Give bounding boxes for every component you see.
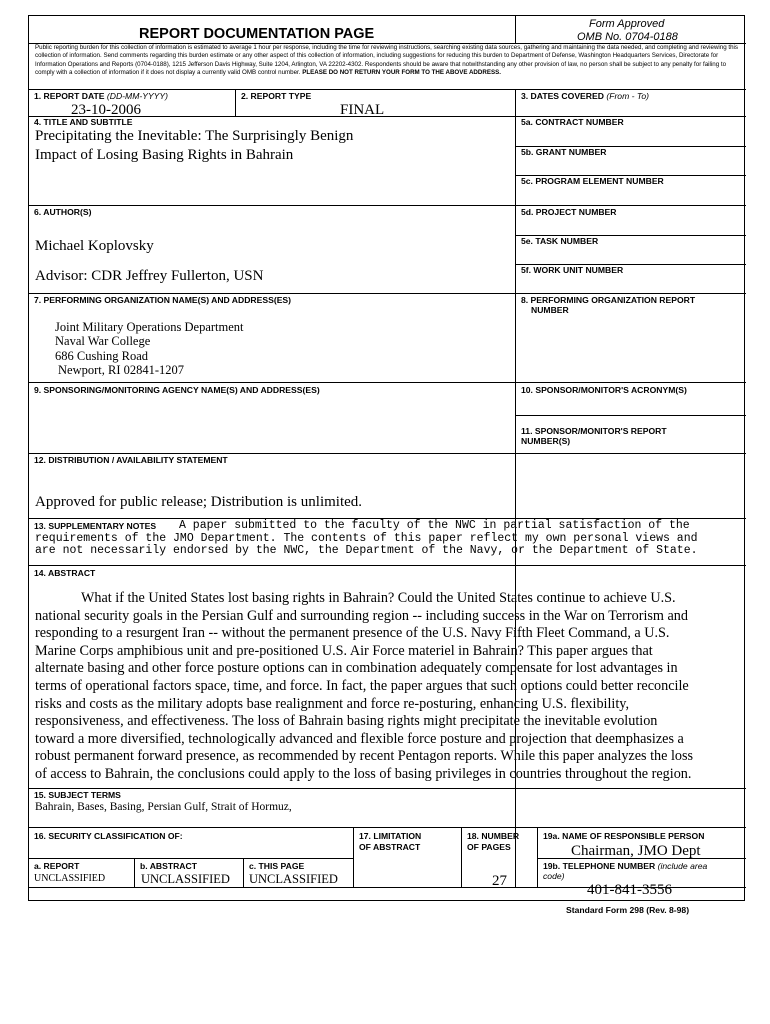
performing-report-label-2: NUMBER — [531, 305, 569, 315]
performing-report-label-1: 8. PERFORMING ORGANIZATION REPORT — [521, 295, 696, 305]
org-line-1: Joint Military Operations Department — [55, 320, 244, 334]
telephone-number: 401-841-3556 — [587, 882, 672, 898]
abstract-class-value: UNCLASSIFIED — [141, 872, 230, 886]
report-type-value: FINAL — [340, 102, 385, 118]
security-classification-label: 16. SECURITY CLASSIFICATION OF: — [34, 831, 183, 841]
supplementary-line-2: requirements of the JMO Department. The contents of this paper reflect my own personal views and — [35, 532, 698, 545]
limitation-label-2: OF ABSTRACT — [359, 842, 421, 852]
page-class-value: UNCLASSIFIED — [249, 872, 338, 886]
form-approved-label: Form Approved — [589, 18, 665, 30]
work-unit-label: 5f. WORK UNIT NUMBER — [521, 265, 624, 275]
task-number-label: 5e. TASK NUMBER — [521, 236, 599, 246]
sponsor-report-label-2: NUMBER(S) — [521, 436, 571, 446]
pages-label-1: 18. NUMBER — [467, 831, 520, 841]
org-line-3: 686 Cushing Road — [55, 349, 149, 363]
page-count: 27 — [492, 873, 507, 889]
abstract-line: What if the United States lost basing rights in Bahrain? Could the United States continue to achieve U.S. — [81, 590, 676, 606]
supplementary-line-1: A paper submitted to the faculty of the NWC in partial satisfaction of the — [179, 519, 690, 532]
burden-statement: Public reporting burden for this collection of information is estimated to average 1 hour per response, including the time for reviewing instructions, searching existing data sources, gathering and maintaining the data needed, and completing and reviewing this collection of information. Send comments regarding this burden estimate or any other aspect of this collection of information, including suggestions for reducing this burden to Department of Defense, Washington Headquarters Services, Directorate for Information Operations and Reports (0704-0188), 1215 Jefferson Davis Highway, Suite 1204, Arlington, VA 22202-4302. Respondents should be aware that notwithstanding any other provision of law, no person shall be subject to any penalty for failing to comply with a collection of information if it does not display a currently valid OMB control number. PLEASE DO NOT RETURN YOUR FORM TO THE ABOVE ADDRESS. — [35, 44, 739, 77]
abstract-body — [35, 590, 745, 784]
pages-label-2: OF PAGES — [467, 842, 511, 852]
abstract-line: responding to a resurgent Iran -- without the permanent presence of the U.S. Navy Fifth Fleet Command, a U.S. — [35, 625, 670, 642]
subject-terms-label: 15. SUBJECT TERMS — [34, 790, 121, 800]
title-line-1: Precipitating the Inevitable: The Surprisingly Benign — [35, 128, 354, 144]
report-documentation-form — [28, 15, 745, 901]
telephone-label: 19b. TELEPHONE NUMBER (include area — [543, 861, 708, 871]
abstract-line: terms of operational factors space, time, and force. In fact, the paper argues that such options could better reconcile — [35, 677, 689, 694]
subject-terms: Bahrain, Bases, Basing, Persian Gulf, Strait of Hormuz, — [35, 801, 292, 813]
sponsor-acronym-label: 10. SPONSOR/MONITOR'S ACRONYM(S) — [521, 385, 687, 395]
abstract-line: risks and costs as the military adopts base realignment and force re-posturing, enhancing U.S. flexibility, — [35, 695, 630, 712]
report-class-label: a. REPORT — [34, 861, 80, 871]
author-name: Michael Koplovsky — [35, 238, 154, 254]
title-label: 4. TITLE AND SUBTITLE — [34, 117, 133, 127]
distribution-statement: Approved for public release; Distribution is unlimited. — [35, 494, 363, 510]
abstract-line: Marine Corps amphibious unit and pre-positioned U.S. Air Force materiel in Bahrain? This paper argues that — [35, 642, 653, 659]
page-class-label: c. THIS PAGE — [249, 861, 305, 871]
project-number-label: 5d. PROJECT NUMBER — [521, 207, 617, 217]
abstract-line: responsiveness, and effectiveness. The loss of Bahrain basing rights might precipitate the inevitable evolution — [35, 713, 658, 730]
distribution-label: 12. DISTRIBUTION / AVAILABILITY STATEMENT — [34, 455, 228, 465]
omb-number: OMB No. 0704-0188 — [577, 31, 678, 43]
dates-covered-label: 3. DATES COVERED (From - To) — [521, 91, 649, 101]
abstract-line: toward a more diversified, technologically advanced and flexible force posture and projection that deemphasizes a — [35, 730, 684, 747]
form-title: REPORT DOCUMENTATION PAGE — [139, 26, 375, 42]
limitation-label-1: 17. LIMITATION — [359, 831, 422, 841]
report-date-value: 23-10-2006 — [71, 102, 141, 118]
title-line-2: Impact of Losing Basing Rights in Bahrain — [35, 147, 294, 163]
supplementary-notes-label: 13. SUPPLEMENTARY NOTES — [34, 521, 157, 531]
org-line-2: Naval War College — [55, 334, 151, 348]
report-class-value: UNCLASSIFIED — [34, 873, 106, 884]
form-identifier: Standard Form 298 (Rev. 8-98) — [566, 905, 690, 915]
abstract-class-label: b. ABSTRACT — [140, 861, 197, 871]
telephone-hint: code) — [543, 871, 565, 881]
responsible-person-name: Chairman, JMO Dept — [571, 843, 701, 859]
abstract-line: alternate basing and other force posture options can in combination adequately compensate for lost advantages in — [35, 660, 678, 677]
sponsor-report-label-1: 11. SPONSOR/MONITOR'S REPORT — [521, 426, 667, 436]
abstract-label: 14. ABSTRACT — [34, 568, 96, 578]
report-date-label: 1. REPORT DATE (DD-MM-YYYY) — [34, 91, 169, 101]
responsible-person-label: 19a. NAME OF RESPONSIBLE PERSON — [543, 831, 705, 841]
contract-number-label: 5a. CONTRACT NUMBER — [521, 117, 624, 127]
supplementary-line-3: are not necessarily endorsed by the NWC, the Department of the Navy, or the Department of State. — [35, 544, 698, 557]
grant-number-label: 5b. GRANT NUMBER — [521, 147, 607, 157]
program-element-label: 5c. PROGRAM ELEMENT NUMBER — [521, 176, 664, 186]
authors-label: 6. AUTHOR(S) — [34, 207, 92, 217]
abstract-line: of access to Bahrain, the conclusions could apply to the loss of basing privileges in countries throughout the region. — [35, 765, 692, 782]
abstract-line: robust permanent forward presence, as recommended by recent Pentagon reports. While this paper analyzes the loss — [35, 748, 694, 765]
sponsoring-agency-label: 9. SPONSORING/MONITORING AGENCY NAME(S) AND ADDRESS(ES) — [34, 385, 320, 395]
performing-org-label: 7. PERFORMING ORGANIZATION NAME(S) AND ADDRESS(ES) — [34, 295, 292, 305]
abstract-line: national security goals in the Persian Gulf and surrounding region -- including success in the War on Terrorism and — [35, 607, 688, 624]
org-line-4: Newport, RI 02841-1207 — [58, 363, 185, 377]
advisor-name: Advisor: CDR Jeffrey Fullerton, USN — [35, 268, 264, 284]
report-type-label: 2. REPORT TYPE — [241, 91, 312, 101]
